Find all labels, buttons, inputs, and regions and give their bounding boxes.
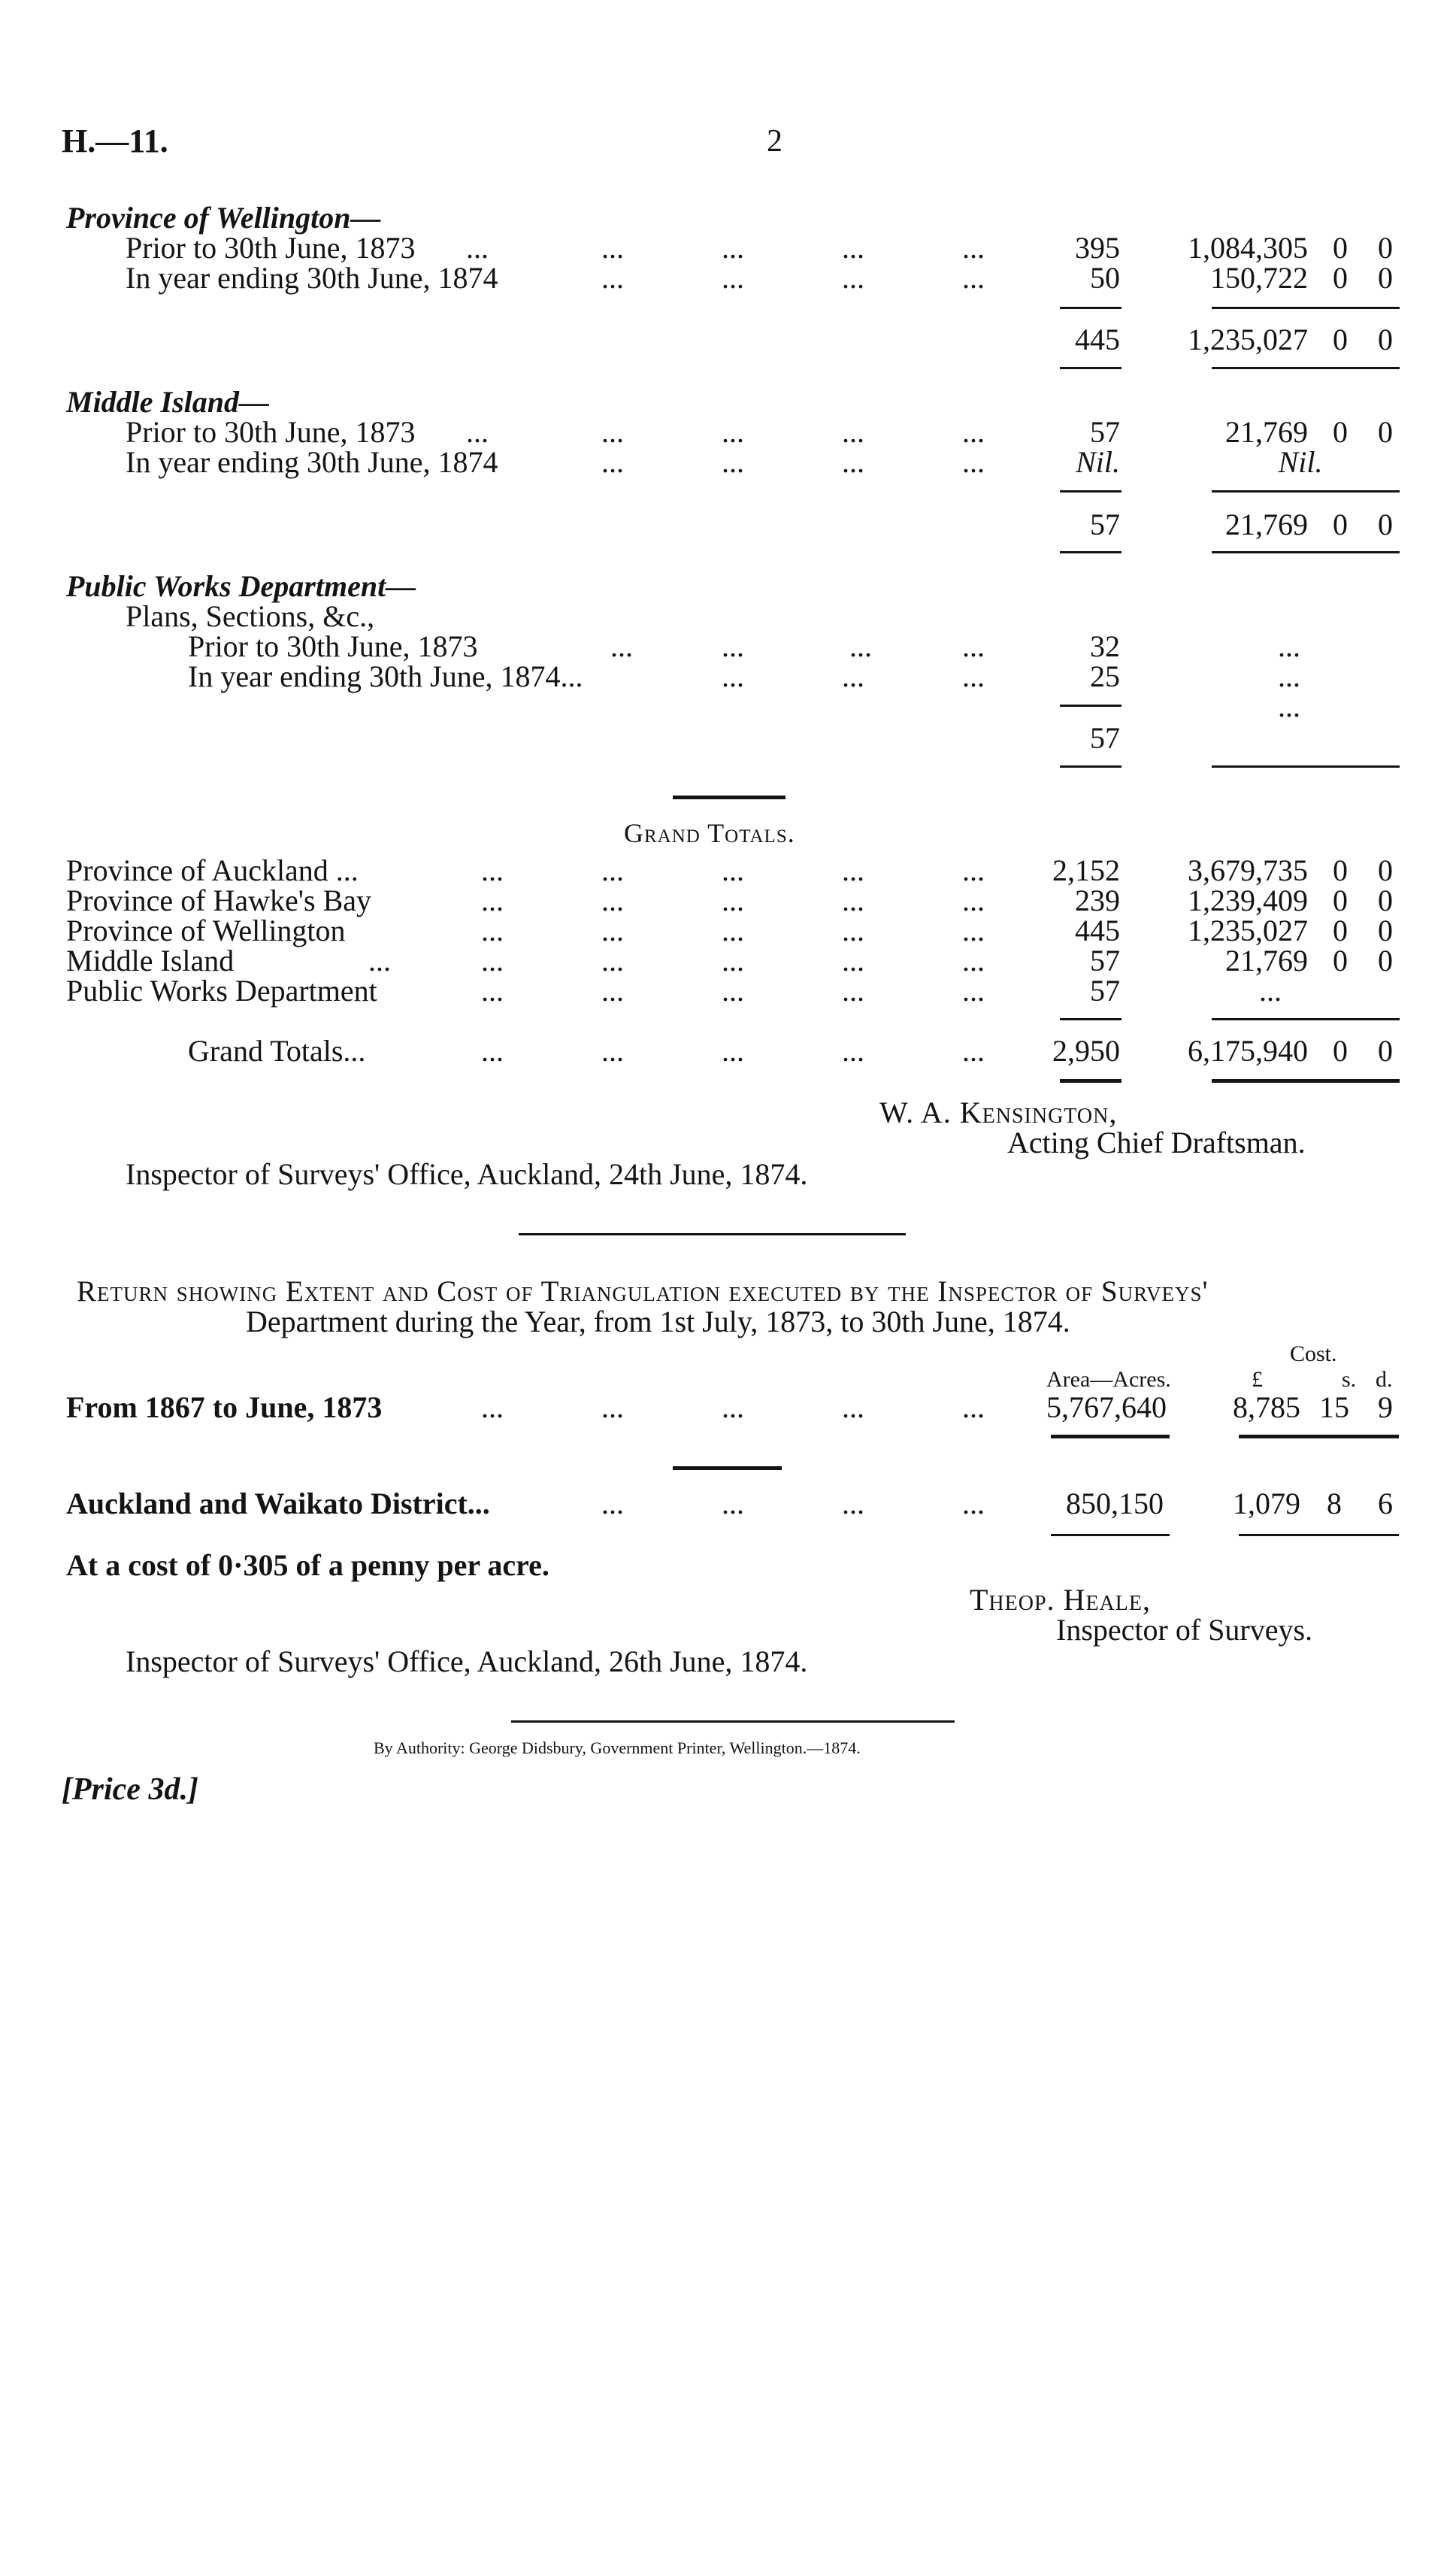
count-cell: 395 — [1075, 231, 1120, 265]
leader-dots: ... — [962, 1034, 985, 1068]
signatory-title: Inspector of Surveys. — [1056, 1613, 1313, 1647]
pence-total: 0 — [1378, 508, 1393, 541]
section-title: Province of Wellington— — [66, 201, 381, 235]
count-cell: Nil. — [1076, 445, 1120, 479]
shillings-cell: 0 — [1333, 231, 1348, 265]
leader-dots: ... — [842, 261, 864, 295]
subtotal-rule — [1060, 490, 1122, 493]
leader-dots: ... — [601, 261, 624, 295]
leader-dots: ... — [962, 944, 985, 977]
total-rule — [1239, 1534, 1399, 1536]
return-title-line1: Return showing Extent and Cost of Triangulation executed by the Inspector of Surveys' — [77, 1275, 1209, 1308]
count-cell: 2,152 — [1052, 853, 1120, 887]
leader-dots: ... — [722, 974, 744, 1008]
leader-dots: ... — [722, 1034, 744, 1068]
shillings-cell: 15 — [1319, 1390, 1349, 1424]
subtotal-rule — [1060, 1018, 1122, 1020]
shilling-header: s. — [1342, 1367, 1357, 1392]
count-total: 57 — [1090, 508, 1120, 541]
row-label: In year ending 30th June, 1874... — [188, 659, 583, 693]
pounds-cell: ... — [1278, 659, 1300, 693]
subtotal-rule — [1060, 705, 1122, 707]
row-label: Prior to 30th June, 1873 — [126, 231, 416, 265]
leader-dots: ... — [722, 1487, 744, 1520]
leader-dots: ... — [601, 231, 624, 265]
pence-header: d. — [1376, 1367, 1393, 1392]
pence-total: 0 — [1378, 1034, 1393, 1068]
row-label: From 1867 to June, 1873 — [66, 1390, 383, 1424]
cost-note: At a cost of 0·305 of a penny per acre. — [66, 1548, 549, 1582]
leader-dots: ... — [481, 1034, 504, 1068]
leader-dots: ... — [962, 415, 985, 449]
total-rule — [1060, 1079, 1122, 1083]
pounds-total: 21,769 — [1225, 508, 1308, 541]
leader-dots: ... — [601, 853, 624, 887]
pence-cell: 0 — [1378, 853, 1393, 887]
leader-dots: ... — [481, 884, 504, 917]
shillings-cell: 0 — [1333, 914, 1348, 947]
leader-dots: ... — [849, 629, 872, 663]
signatory-name: W. A. Kensington, — [879, 1096, 1118, 1129]
row-label: Province of Hawke's Bay — [66, 884, 371, 917]
pounds-cell: 150,722 — [1210, 261, 1308, 295]
leader-dots: ... — [842, 445, 864, 479]
heading-rule — [673, 1466, 782, 1470]
total-rule — [1060, 765, 1122, 768]
leader-dots: ... — [842, 231, 864, 265]
page-number: 2 — [767, 124, 782, 159]
leader-dots: ... — [722, 261, 744, 295]
leader-dots: ... — [962, 974, 985, 1008]
pounds-cell: 1,079 — [1233, 1487, 1300, 1520]
leader-dots: ... — [722, 415, 744, 449]
leader-dots: ... — [962, 853, 985, 887]
leader-dots: ... — [368, 944, 391, 977]
leader-dots: ... — [722, 231, 744, 265]
pence-total: 0 — [1378, 323, 1393, 356]
pounds-cell: ... — [1259, 974, 1282, 1008]
leader-dots: ... — [842, 944, 864, 977]
leader-dots: ... — [601, 914, 624, 947]
leader-dots: ... — [842, 853, 864, 887]
shillings-total: 0 — [1333, 323, 1348, 356]
section-heading: Grand Totals. — [624, 818, 795, 848]
price: [Price 3d.] — [62, 1772, 198, 1807]
printer-imprint: By Authority: George Didsbury, Government Printer, Wellington.—1874. — [374, 1738, 861, 1757]
count-total: 57 — [1090, 721, 1120, 755]
return-title-line2: Department during the Year, from 1st July, 1873, to 30th June, 1874. — [246, 1305, 1070, 1338]
leader-dots: ... — [466, 415, 489, 449]
leader-dots: ... — [842, 1390, 864, 1424]
section-title: Middle Island— — [66, 385, 270, 419]
shillings-cell: 0 — [1333, 261, 1348, 295]
pounds-total: ... — [1278, 690, 1300, 723]
pence-cell: 0 — [1378, 944, 1393, 977]
leader-dots: ... — [601, 944, 624, 977]
subtotal-rule — [1051, 1435, 1170, 1438]
footer-rule — [511, 1720, 955, 1723]
count-cell: 32 — [1090, 629, 1120, 663]
leader-dots: ... — [722, 944, 744, 977]
total-rule — [1060, 367, 1122, 369]
grand-total-label: Grand Totals... — [188, 1034, 366, 1068]
shillings-cell: 0 — [1333, 853, 1348, 887]
leader-dots: ... — [481, 1390, 504, 1424]
row-label: Auckland and Waikato District... — [66, 1487, 490, 1520]
shillings-cell: 0 — [1333, 415, 1348, 449]
section-divider — [519, 1233, 906, 1235]
pounds-cell: 1,239,409 — [1188, 884, 1308, 917]
leader-dots: ... — [842, 415, 864, 449]
leader-dots: ... — [962, 1390, 985, 1424]
heading-rule — [673, 796, 786, 799]
pounds-cell: 21,769 — [1225, 944, 1308, 977]
leader-dots: ... — [962, 1487, 985, 1520]
total-rule — [1212, 367, 1400, 369]
pounds-cell: Nil. — [1278, 445, 1323, 479]
pounds-cell: 8,785 — [1233, 1390, 1300, 1424]
total-rule — [1051, 1534, 1170, 1536]
count-cell: 57 — [1090, 944, 1120, 977]
leader-dots: ... — [601, 445, 624, 479]
pounds-total: 6,175,940 — [1188, 1034, 1308, 1068]
count-cell: 445 — [1075, 914, 1120, 947]
row-label: Middle Island — [66, 944, 235, 977]
shillings-total: 0 — [1333, 508, 1348, 541]
pounds-total: 1,235,027 — [1188, 323, 1308, 356]
row-label: Province of Auckland ... — [66, 853, 359, 887]
pence-cell: 0 — [1378, 231, 1393, 265]
pounds-cell: 1,235,027 — [1188, 914, 1308, 947]
pence-cell: 6 — [1378, 1487, 1393, 1520]
signatory-title: Acting Chief Draftsman. — [1007, 1126, 1306, 1159]
leader-dots: ... — [601, 1034, 624, 1068]
row-label: Public Works Department — [66, 974, 377, 1008]
count-total: 2,950 — [1052, 1034, 1120, 1068]
count-cell: 57 — [1090, 974, 1120, 1008]
subtotal-rule — [1060, 307, 1122, 309]
leader-dots: ... — [481, 914, 504, 947]
document-ref: H.—11. — [62, 123, 168, 159]
leader-dots: ... — [962, 445, 985, 479]
row-label: In year ending 30th June, 1874 — [126, 261, 498, 295]
leader-dots: ... — [722, 853, 744, 887]
office-dateline: Inspector of Surveys' Office, Auckland, 24th June, 1874. — [126, 1157, 808, 1191]
leader-dots: ... — [722, 1390, 744, 1424]
shillings-cell: 0 — [1333, 944, 1348, 977]
shillings-cell: 8 — [1327, 1487, 1342, 1520]
count-total: 445 — [1075, 323, 1120, 356]
pence-cell: 0 — [1378, 884, 1393, 917]
pounds-cell: 3,679,735 — [1188, 853, 1308, 887]
leader-dots: ... — [601, 1487, 624, 1520]
count-cell: 57 — [1090, 415, 1120, 449]
leader-dots: ... — [722, 445, 744, 479]
leader-dots: ... — [962, 231, 985, 265]
row-label: Prior to 30th June, 1873 — [188, 629, 478, 663]
pounds-cell: ... — [1278, 629, 1300, 663]
pounds-cell: 1,084,305 — [1188, 231, 1308, 265]
section-title: Public Works Department— — [66, 569, 416, 603]
cost-header: Cost. — [1290, 1341, 1337, 1366]
leader-dots: ... — [842, 1487, 864, 1520]
section-subtitle: Plans, Sections, &c., — [126, 599, 375, 633]
pence-cell: 0 — [1378, 914, 1393, 947]
area-cell: 5,767,640 — [1046, 1390, 1167, 1424]
leader-dots: ... — [601, 415, 624, 449]
shillings-total: 0 — [1333, 1034, 1348, 1068]
leader-dots: ... — [962, 884, 985, 917]
row-label: Prior to 30th June, 1873 — [126, 415, 416, 449]
count-cell: 239 — [1075, 884, 1120, 917]
leader-dots: ... — [962, 261, 985, 295]
leader-dots: ... — [842, 1034, 864, 1068]
subtotal-rule — [1239, 1435, 1399, 1438]
leader-dots: ... — [842, 884, 864, 917]
office-dateline: Inspector of Surveys' Office, Auckland, 26th June, 1874. — [126, 1644, 808, 1678]
pence-cell: 9 — [1378, 1390, 1393, 1424]
leader-dots: ... — [481, 944, 504, 977]
leader-dots: ... — [722, 914, 744, 947]
pound-header: £ — [1252, 1367, 1263, 1392]
total-rule — [1060, 551, 1122, 553]
leader-dots: ... — [481, 974, 504, 1008]
leader-dots: ... — [722, 884, 744, 917]
leader-dots: ... — [842, 974, 864, 1008]
area-header: Area—Acres. — [1046, 1367, 1171, 1392]
leader-dots: ... — [962, 659, 985, 693]
pounds-cell: 21,769 — [1225, 415, 1308, 449]
leader-dots: ... — [962, 914, 985, 947]
total-rule — [1212, 1079, 1400, 1083]
total-rule — [1212, 551, 1400, 553]
leader-dots: ... — [962, 629, 985, 663]
leader-dots: ... — [601, 1390, 624, 1424]
leader-dots: ... — [601, 884, 624, 917]
leader-dots: ... — [481, 853, 504, 887]
leader-dots: ... — [601, 974, 624, 1008]
leader-dots: ... — [610, 629, 633, 663]
subtotal-rule — [1212, 490, 1400, 493]
area-cell: 850,150 — [1066, 1487, 1164, 1520]
leader-dots: ... — [842, 914, 864, 947]
pence-cell: 0 — [1378, 415, 1393, 449]
shillings-cell: 0 — [1333, 884, 1348, 917]
subtotal-rule — [1212, 1018, 1400, 1020]
row-label: In year ending 30th June, 1874 — [126, 445, 498, 479]
signatory-name: Theop. Heale, — [970, 1583, 1151, 1617]
row-label: Province of Wellington — [66, 914, 346, 947]
total-rule — [1212, 765, 1400, 768]
leader-dots: ... — [722, 659, 744, 693]
count-cell: 25 — [1090, 659, 1120, 693]
count-cell: 50 — [1090, 261, 1120, 295]
leader-dots: ... — [842, 659, 864, 693]
leader-dots: ... — [722, 629, 744, 663]
pence-cell: 0 — [1378, 261, 1393, 295]
leader-dots: ... — [466, 231, 489, 265]
subtotal-rule — [1212, 307, 1400, 309]
